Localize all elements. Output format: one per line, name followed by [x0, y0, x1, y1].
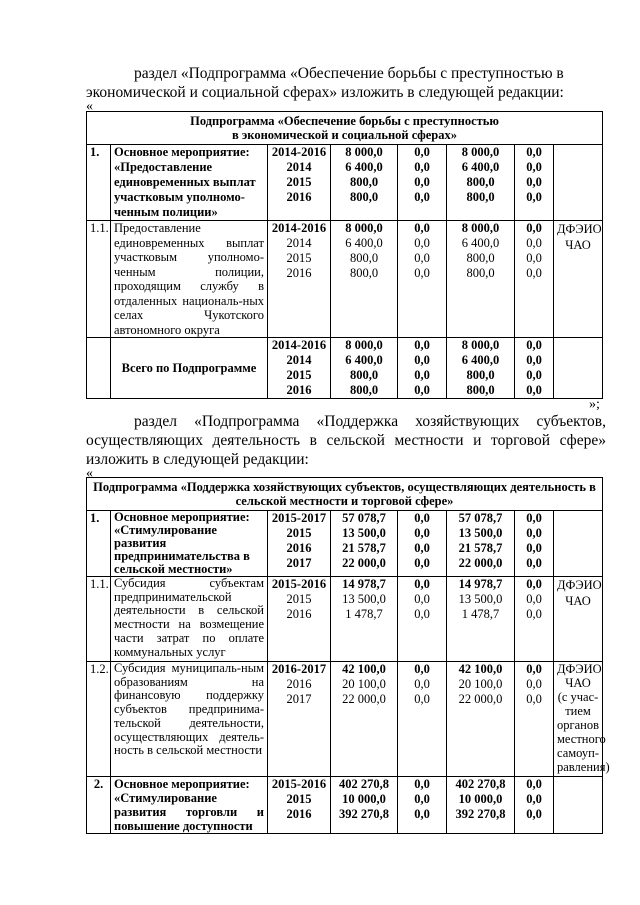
executor-line: ДФЭИО — [557, 662, 602, 676]
value: 22 000,0 — [342, 556, 386, 570]
executor-cell — [554, 577, 603, 662]
year: 2015 — [286, 526, 312, 540]
okrug-cell — [447, 511, 515, 577]
federal-cell — [398, 511, 447, 577]
year: 2016 — [286, 541, 312, 555]
value: 6 400,0 — [345, 353, 383, 367]
year: 2015 — [286, 368, 312, 382]
row-number: 1.1. — [87, 221, 111, 338]
value: 800,0 — [466, 368, 495, 382]
total-cell — [331, 577, 398, 662]
table-title-line-1: Подпрограмма «Поддержка хозяйствующих субъектов, осуществляющих деятельность в — [93, 480, 596, 494]
federal-cell — [398, 662, 447, 777]
desc-line: развития — [114, 536, 167, 550]
paragraph-1-line-2: экономической и социальной сферах» изложить в следующей редакции: — [86, 84, 564, 101]
value: 0,0 — [526, 236, 542, 250]
value: 0,0 — [526, 607, 542, 621]
value: 6 400,0 — [461, 160, 500, 174]
executor-line: местного — [557, 732, 606, 746]
executor-line: органов — [557, 718, 600, 732]
paragraph-2 — [86, 412, 606, 469]
other-cell — [515, 577, 554, 662]
row-description — [111, 145, 268, 221]
value: 0,0 — [526, 221, 542, 235]
federal-cell — [398, 577, 447, 662]
okrug-cell — [447, 338, 515, 399]
total-cell — [331, 662, 398, 777]
executor-line: (с учас- — [557, 690, 599, 704]
value: 14 978,7 — [342, 577, 386, 591]
value: 0,0 — [526, 677, 542, 691]
year: 2014 — [286, 353, 312, 367]
executor-cell — [554, 145, 603, 221]
federal-cell — [398, 145, 447, 221]
value: 13 500,0 — [342, 526, 386, 540]
desc-line: «Предоставление — [114, 160, 213, 174]
value: 0,0 — [414, 556, 430, 570]
value: 0,0 — [526, 526, 542, 540]
total-cell — [331, 145, 398, 221]
value: 0,0 — [414, 236, 430, 250]
value: 21 578,7 — [342, 541, 386, 555]
executor-cell — [554, 511, 603, 577]
quote-close-1: »; — [589, 397, 600, 412]
value: 6 400,0 — [345, 160, 383, 174]
value: 402 270,8 — [339, 777, 389, 791]
table-row — [87, 662, 603, 777]
value: 0,0 — [414, 662, 430, 676]
table-row — [87, 145, 603, 221]
value: 0,0 — [526, 368, 542, 382]
other-cell — [515, 511, 554, 577]
year: 2015-2017 — [271, 511, 327, 525]
value: 0,0 — [414, 251, 430, 265]
other-cell — [515, 338, 554, 399]
years-cell — [268, 221, 331, 338]
value: 0,0 — [526, 777, 542, 791]
value: 6 400,0 — [461, 236, 500, 250]
years-cell — [268, 662, 331, 777]
value: 57 078,7 — [458, 511, 503, 525]
total-label: Всего по Подпрограмме — [111, 338, 268, 399]
years-cell — [268, 577, 331, 662]
value: 0,0 — [414, 511, 430, 525]
table-title — [87, 478, 603, 511]
value: 800,0 — [349, 175, 379, 189]
value: 0,0 — [414, 368, 430, 382]
value: 392 270,8 — [455, 807, 506, 821]
value: 0,0 — [414, 692, 430, 706]
year: 2015 — [286, 592, 312, 606]
value: 0,0 — [414, 677, 430, 691]
table-title-line-2: в экономической и социальной сферах» — [232, 128, 458, 142]
value: 0,0 — [526, 807, 542, 821]
row-description: Субсидия субъектам предпринимательской деятельности в сельской местности на возмещение части затрат по оплате коммунальных услуг — [111, 577, 268, 662]
executor-cell — [554, 338, 603, 399]
value: 0,0 — [414, 607, 430, 621]
total-cell — [331, 511, 398, 577]
other-cell — [515, 662, 554, 777]
value: 800,0 — [466, 175, 495, 189]
value: 22 000,0 — [458, 556, 503, 570]
desc-line: ченным полиции» — [114, 205, 218, 219]
value: 0,0 — [414, 175, 430, 189]
row-number: 1. — [87, 145, 111, 221]
value: 0,0 — [526, 692, 542, 706]
value: 0,0 — [526, 190, 542, 204]
value: 0,0 — [414, 383, 430, 397]
year: 2017 — [286, 692, 312, 706]
value: 13 500,0 — [458, 526, 503, 540]
value: 0,0 — [526, 251, 542, 265]
value: 6 400,0 — [345, 236, 383, 250]
table-row — [87, 221, 603, 338]
federal-cell — [398, 777, 447, 834]
year: 2017 — [286, 556, 312, 570]
executor-line: ДФЭИО — [557, 578, 602, 592]
quote-open-2: « — [86, 466, 93, 481]
value: 8 000,0 — [345, 338, 383, 352]
value: 8 000,0 — [345, 145, 383, 159]
value: 6 400,0 — [461, 353, 500, 367]
row-number: 1.1. — [87, 577, 111, 662]
value: 0,0 — [526, 175, 542, 189]
desc-line: Основное мероприятие: — [114, 777, 250, 791]
value: 0,0 — [414, 221, 430, 235]
value: 0,0 — [414, 338, 430, 352]
year: 2016 — [286, 266, 312, 280]
executor-cell — [554, 221, 603, 338]
years-cell — [268, 338, 331, 399]
desc-line: развития торговли и — [114, 805, 264, 819]
executor-cell — [554, 662, 610, 777]
value: 0,0 — [414, 190, 430, 204]
year: 2015 — [286, 251, 312, 265]
value: 800,0 — [349, 383, 379, 397]
value: 0,0 — [414, 777, 430, 791]
value: 0,0 — [526, 662, 542, 676]
value: 13 500,0 — [458, 592, 503, 606]
year: 2016 — [286, 677, 312, 691]
value: 1 478,7 — [461, 607, 500, 621]
value: 0,0 — [414, 792, 430, 806]
value: 0,0 — [414, 592, 430, 606]
value: 8 000,0 — [345, 221, 383, 235]
year: 2014 — [286, 160, 312, 174]
okrug-cell — [447, 777, 515, 834]
value: 392 270,8 — [339, 807, 389, 821]
value: 800,0 — [466, 190, 495, 204]
desc-line: повышение доступности — [114, 819, 253, 833]
executor-cell — [554, 777, 603, 834]
paragraph-1-line-1: раздел «Подпрограмма «Обеспечение борьбы с преступностью в — [134, 65, 564, 82]
row-description: Предоставление единовременных выплат участковым уполномо-ченным полиции, проходящим службу в отдаленных националь-ных селах Чукотского автономного округа — [111, 221, 268, 338]
desc-line: сельской местности» — [114, 562, 233, 576]
value: 800,0 — [466, 383, 495, 397]
value: 0,0 — [526, 160, 542, 174]
desc-line: «Стимулирование — [114, 523, 217, 537]
value: 0,0 — [526, 541, 542, 555]
value: 1 478,7 — [345, 607, 383, 621]
paragraph-2-line-2: осуществляющих деятельность в сельской местности и торговой сфере» — [86, 432, 606, 449]
value: 20 100,0 — [458, 677, 503, 691]
executor-line: ДФЭИО — [557, 222, 602, 236]
value: 8 000,0 — [461, 338, 500, 352]
total-cell — [331, 221, 398, 338]
value: 0,0 — [414, 160, 430, 174]
value: 800,0 — [466, 251, 495, 265]
row-description — [111, 511, 268, 577]
year: 2015-2016 — [271, 577, 327, 591]
row-description — [111, 777, 268, 834]
federal-cell — [398, 221, 447, 338]
table-title-line-2: сельской местности и торговой сфере» — [235, 494, 454, 508]
value: 20 100,0 — [342, 677, 386, 691]
desc-line: предпринимательства в — [114, 549, 250, 563]
value: 13 500,0 — [342, 592, 386, 606]
quote-open-1: « — [86, 99, 93, 114]
value: 0,0 — [526, 577, 542, 591]
row-number: 2. — [87, 777, 111, 834]
desc-line: участковым уполномо- — [114, 190, 245, 204]
executor-line: тием — [565, 704, 591, 718]
okrug-cell — [447, 221, 515, 338]
year: 2016 — [286, 607, 312, 621]
value: 0,0 — [526, 145, 542, 159]
other-cell — [515, 221, 554, 338]
table-business-subprogram — [86, 477, 610, 834]
value: 800,0 — [349, 251, 379, 265]
year: 2014-2016 — [271, 145, 327, 159]
year: 2014-2016 — [271, 338, 327, 352]
executor-line: самоуп- — [557, 746, 600, 760]
year: 2015 — [286, 792, 312, 806]
total-cell — [331, 338, 398, 399]
table-title-row — [87, 112, 603, 145]
value: 10 000,0 — [458, 792, 503, 806]
executor-line: ЧАО — [565, 238, 591, 252]
year: 2016 — [286, 383, 312, 397]
desc-line: Основное мероприятие: — [114, 510, 250, 524]
year: 2016 — [286, 807, 312, 821]
table-crime-subprogram — [86, 111, 603, 399]
value: 0,0 — [526, 592, 542, 606]
value: 800,0 — [349, 190, 379, 204]
table-title — [87, 112, 603, 145]
value: 402 270,8 — [455, 777, 506, 791]
value: 0,0 — [414, 577, 430, 591]
paragraph-1 — [86, 64, 606, 102]
value: 0,0 — [414, 145, 430, 159]
desc-line: «Стимулирование — [114, 791, 217, 805]
value: 0,0 — [414, 541, 430, 555]
other-cell — [515, 145, 554, 221]
desc-line: Основное мероприятие: — [114, 145, 250, 159]
paragraph-2-line-1: раздел «Подпрограмма «Поддержка хозяйствующих субъектов, — [134, 413, 606, 430]
years-cell — [268, 145, 331, 221]
value: 0,0 — [526, 511, 542, 525]
value: 10 000,0 — [342, 792, 386, 806]
year: 2014 — [286, 236, 312, 250]
federal-cell — [398, 338, 447, 399]
value: 8 000,0 — [461, 221, 500, 235]
table-row — [87, 577, 603, 662]
value: 0,0 — [526, 792, 542, 806]
year: 2016 — [286, 190, 312, 204]
value: 8 000,0 — [461, 145, 500, 159]
row-number: 1. — [87, 511, 111, 577]
table-title-line-1: Подпрограмма «Обеспечение борьбы с преступностью — [190, 114, 499, 128]
row-description: Субсидия муниципаль-ным образованиям на финансовую поддержку субъектов предпринима-тельской деятельности, осуществляющих деятель-ность в сельской местности — [111, 662, 268, 777]
executor-line: ЧАО — [565, 594, 591, 608]
years-cell — [268, 511, 331, 577]
value: 21 578,7 — [458, 541, 503, 555]
okrug-cell — [447, 145, 515, 221]
table-row — [87, 511, 603, 577]
year: 2014-2016 — [271, 221, 327, 235]
okrug-cell — [447, 662, 515, 777]
value: 42 100,0 — [342, 662, 386, 676]
table-row — [87, 777, 603, 834]
paragraph-2-line-3: изложить в следующей редакции: — [86, 451, 309, 468]
year: 2015 — [286, 175, 312, 189]
value: 14 978,7 — [458, 577, 503, 591]
value: 42 100,0 — [458, 662, 503, 676]
value: 22 000,0 — [458, 692, 503, 706]
value: 800,0 — [349, 368, 379, 382]
years-cell — [268, 777, 331, 834]
other-cell — [515, 777, 554, 834]
desc-line: единовременных выплат — [114, 175, 256, 189]
row-number: 1.2. — [87, 662, 111, 777]
value: 57 078,7 — [342, 511, 386, 525]
okrug-cell — [447, 577, 515, 662]
year: 2016-2017 — [271, 662, 327, 676]
total-cell — [331, 777, 398, 834]
value: 0,0 — [414, 266, 430, 280]
value: 0,0 — [414, 526, 430, 540]
value: 0,0 — [526, 338, 542, 352]
table-title-row — [87, 478, 603, 511]
value: 22 000,0 — [342, 692, 386, 706]
executor-line: равления) — [557, 760, 610, 774]
value: 800,0 — [466, 266, 495, 280]
value: 0,0 — [526, 556, 542, 570]
value: 0,0 — [414, 807, 430, 821]
value: 0,0 — [414, 353, 430, 367]
year: 2015-2016 — [271, 777, 327, 791]
value: 0,0 — [526, 266, 542, 280]
table-total-row — [87, 338, 603, 399]
executor-line: ЧАО — [565, 676, 591, 690]
value: 800,0 — [349, 266, 379, 280]
value: 0,0 — [526, 353, 542, 367]
row-number — [87, 338, 111, 399]
value: 0,0 — [526, 383, 542, 397]
